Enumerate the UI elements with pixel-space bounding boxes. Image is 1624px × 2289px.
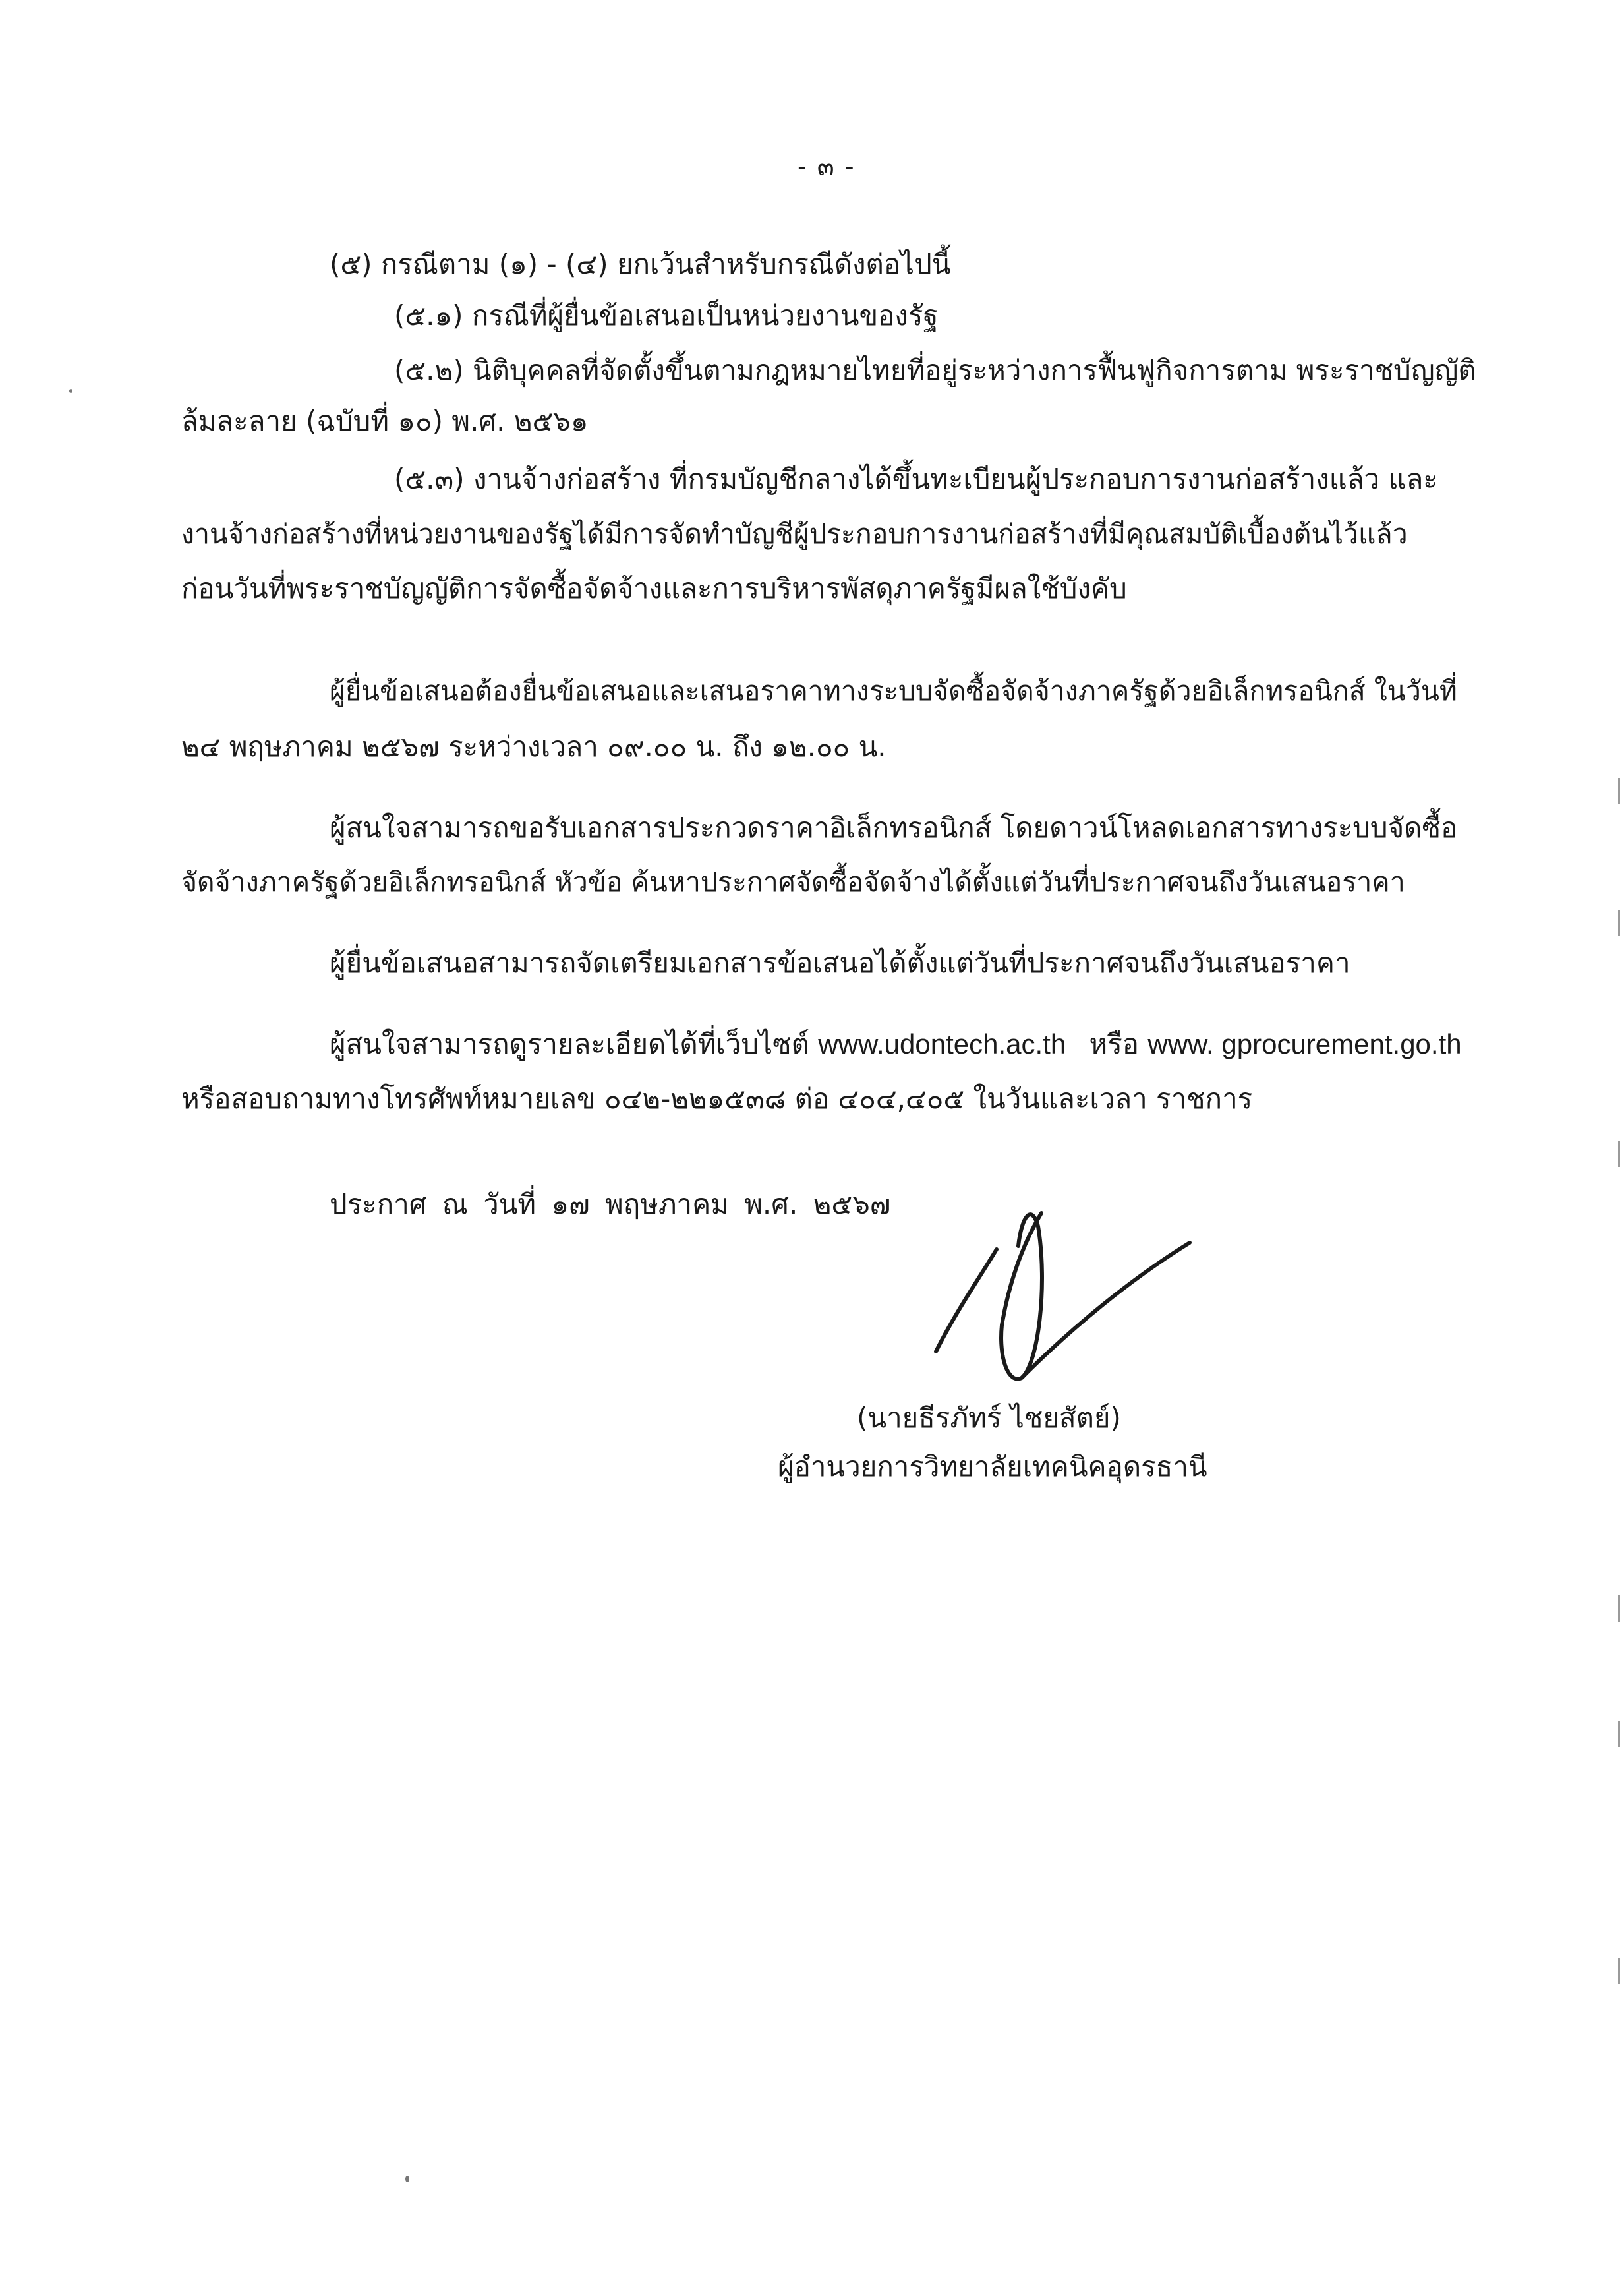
scan-speck <box>69 389 72 393</box>
announcement-date: ประกาศ ณ วันที่ ๑๗ พฤษภาคม พ.ศ. ๒๕๖๗ <box>330 1188 891 1220</box>
documents-line1: ผู้สนใจสามารถขอรับเอกสารประกวดราคาอิเล็กทรอนิกส์ โดยดาวน์โหลดเอกสารทางระบบจัดซื้อ <box>330 812 1458 844</box>
margin-mark <box>1618 910 1620 936</box>
signature <box>923 1187 1200 1404</box>
clause-5-2-line2: ล้มละลาย (ฉบับที่ ๑๐) พ.ศ. ๒๕๖๑ <box>181 405 589 437</box>
submission-line1: ผู้ยื่นข้อเสนอต้องยื่นข้อเสนอและเสนอราคาทางระบบจัดซื้อจัดจ้างภาครัฐด้วยอิเล็กทรอนิกส์ ในวันที่ <box>330 675 1457 707</box>
contact-line1 <box>330 1030 1462 1058</box>
signatory-title: ผู้อำนวยการวิทยาลัยเทคนิคอุดรธานี <box>778 1450 1207 1483</box>
clause-5-3-line2: งานจ้างก่อสร้างที่หน่วยงานของรัฐได้มีการจัดทำบัญชีผู้ประกอบการงานก่อสร้างที่มีคุณสมบัติเบื้องต้นไว้แล้ว <box>181 518 1408 550</box>
page-number: - ๓ - <box>798 152 856 181</box>
clause-5-3-line3: ก่อนวันที่พระราชบัญญัติการจัดซื้อจัดจ้างและการบริหารพัสดุภาครัฐมีผลใช้บังคับ <box>181 572 1127 605</box>
documents-line2: จัดจ้างภาครัฐด้วยอิเล็กทรอนิกส์ หัวข้อ ค้นหาประกาศจัดซื้อจัดจ้างได้ตั้งแต่วันที่ประกาศจนถึงวันเสนอราคา <box>181 866 1405 898</box>
margin-mark <box>1618 1595 1620 1622</box>
margin-mark <box>1618 1958 1620 1984</box>
margin-mark <box>1618 1721 1620 1747</box>
website-url-udontech: www.udontech.ac.th <box>818 1028 1066 1059</box>
clause-5-1: (๕.๑) กรณีที่ผู้ยื่นข้อเสนอเป็นหน่วยงานของรัฐ <box>394 299 939 332</box>
signatory-name: (นายธีรภัทร์ ไชยสัตย์) <box>857 1402 1121 1434</box>
contact-or: หรือ <box>1089 1028 1140 1060</box>
clause-5-3-line1: (๕.๓) งานจ้างก่อสร้าง ที่กรมบัญชีกลางได้ขึ้นทะเบียนผู้ประกอบการงานก่อสร้างแล้ว และ <box>394 463 1438 495</box>
website-url-gprocurement: www. gprocurement.go.th <box>1147 1028 1462 1059</box>
submission-line2: ๒๔ พฤษภาคม ๒๕๖๗ ระหว่างเวลา ๐๙.๐๐ น. ถึง ๑๒.๐๐ น. <box>181 730 886 763</box>
margin-mark <box>1618 778 1620 804</box>
contact-line2: หรือสอบถามทางโทรศัพท์หมายเลข ๐๔๒-๒๒๑๕๓๘ ต่อ ๔๐๔,๔๐๕ ในวันและเวลา ราชการ <box>181 1083 1253 1115</box>
clause-5-heading: (๕) กรณีตาม (๑) - (๔) ยกเว้นสำหรับกรณีดังต่อไปนี้ <box>330 248 951 280</box>
contact-lead: ผู้สนใจสามารถดูรายละเอียดได้ที่เว็บไซต์ <box>330 1028 809 1060</box>
preparation-line: ผู้ยื่นข้อเสนอสามารถจัดเตรียมเอกสารข้อเสนอได้ตั้งแต่วันที่ประกาศจนถึงวันเสนอราคา <box>330 947 1350 979</box>
scan-speck <box>405 2176 409 2182</box>
clause-5-2-line1: (๕.๒) นิติบุคคลที่จัดตั้งขึ้นตามกฎหมายไทยที่อยู่ระหว่างการฟื้นฟูกิจการตาม พระราชบัญญัติ <box>394 354 1476 386</box>
margin-mark <box>1618 1141 1620 1167</box>
